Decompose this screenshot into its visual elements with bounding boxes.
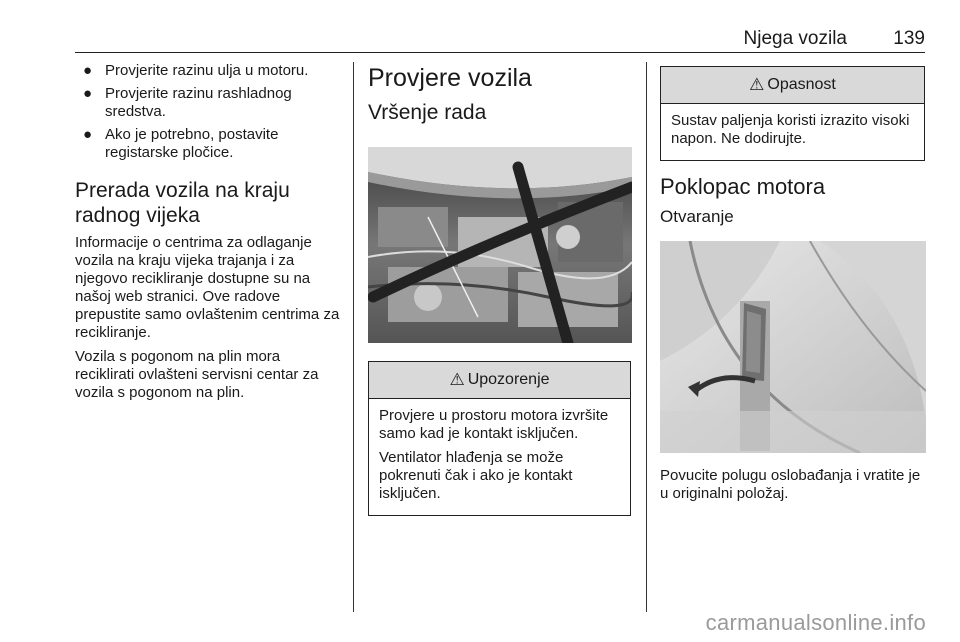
chapter-title: Provjere vozila [368, 64, 532, 92]
paragraph: Informacije o centrima za odlaganje vozila na kraju vijeka trajanja i za njegovo recikliranje dostupne su na našoj web stranici. Ove radove prepustite samo ovlaštenim centrima za recikliranje. [75, 234, 340, 341]
section-title: Njega vozila [743, 28, 847, 49]
list-item: ● Provjerite razinu rashladnog sredstva. [83, 85, 292, 120]
page-number: 139 [893, 28, 925, 49]
list-item: ● Ako je potrebno, postavite registarske pločice. [83, 126, 279, 161]
danger-box [660, 66, 925, 161]
photo-caption: Povucite polugu oslobađanja i vratite je u originalni položaj. [660, 467, 921, 502]
warning-text: Ventilator hlađenja se može pokrenuti čak i ako je kontakt isključen. [379, 449, 573, 502]
column-divider [646, 62, 647, 612]
warning-box [368, 361, 631, 516]
hood-release-photo [660, 241, 926, 453]
checklist [75, 62, 340, 162]
warning-text: Provjere u prostoru motora izvršite samo kad je kontakt isključen. [379, 407, 609, 442]
column-right [660, 62, 926, 509]
paragraph: Vozila s pogonom na plin mora reciklirati ovlašteni servisni centar za vozila s pogonom na plin. [75, 348, 319, 401]
column-divider [353, 62, 354, 612]
section-heading: Prerada vozila na kraju radnog vijeka [75, 179, 290, 227]
warning-header: ⚠ Upozorenje [369, 362, 630, 399]
column-middle [368, 62, 632, 516]
danger-header: ⚠ Opasnost [661, 67, 924, 104]
danger-text: Sustav paljenja koristi izrazito visoki napon. Ne dodirujte. [671, 112, 910, 147]
column-left [75, 62, 340, 408]
page-header [75, 26, 925, 53]
section-heading: Poklopac motora [660, 174, 826, 199]
section-heading: Vršenje rada [368, 101, 487, 124]
list-item: ● Provjerite razinu ulja u motoru. [83, 62, 309, 79]
engine-bay-photo [368, 147, 632, 343]
watermark: carmanualsonline.info [705, 610, 926, 635]
warning-triangle-icon: ⚠ [449, 370, 465, 389]
warning-triangle-icon: ⚠ [749, 75, 765, 94]
subsection-heading: Otvaranje [660, 207, 734, 226]
